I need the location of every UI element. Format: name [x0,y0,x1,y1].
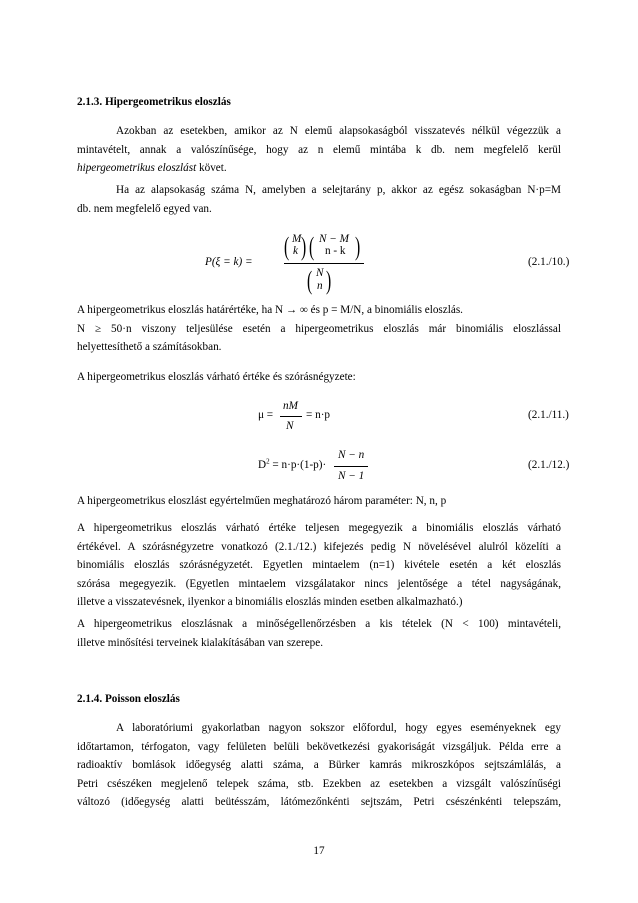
paragraph-comparison [77,519,561,612]
text-line: N ≥ 50·n viszony teljesülése esetén a hipergeometrikus eloszlás már binomiális eloszlással [77,322,561,335]
paren-left: ( [284,232,290,261]
paren-right: ) [326,266,332,295]
page-number: 17 [313,845,325,857]
text-line: időtartamon, térfogaton, vagy felületen belüli bekövetkezési gyakoriságát vizsgáljuk. Példa erre a [77,740,561,753]
eq12-sup: 2 [266,457,270,466]
paragraph-parameters [77,492,561,511]
text-line: Ha az alapsokaság száma N, amelyben a selejtarány p, akkor az egész sokaságban N·p=M [116,184,561,196]
paragraph-definition [77,122,561,178]
equation-number: (2.1./10.) [528,256,570,268]
equation-2-1-10 [0,228,638,298]
paren-left: ( [307,266,313,295]
paragraph-poisson [77,719,561,812]
text-line: A laboratóriumi gyakorlatban nagyon sokszor előfordul, hogy egyes eseményeknek egy [116,722,561,734]
eq10-n-bot: n [317,280,323,292]
text-line: Azokban az esetekben, amikor az N elemű alapsokaságból visszatevés nélkül végezzük a [116,125,561,137]
equation-2-1-12 [0,445,638,485]
eq12-num: N − n [338,449,365,461]
eq12-den: N − 1 [338,470,365,482]
section-heading-2-1-3: 2.1.3. Hipergeometrikus eloszlás [77,96,231,108]
text-line: helyettesíthető a számításokban. [77,341,222,354]
text-fragment: követ. [196,162,227,175]
paragraph-moments [77,368,561,387]
text-line: illetve a visszatevésnek, ilyenkor a binomiális eloszlás minden esetben alkalmazható.) [77,596,463,609]
equation-number: (2.1./12.) [528,459,570,471]
section-heading-2-1-4: 2.1.4. Poisson eloszlás [77,693,180,705]
paragraph-limit [77,301,561,357]
eq10-nk: n - k [325,245,346,257]
text-line: A hipergeometrikus eloszlás határértéke, ha N → ∞ és p = M/N, a binomiális eloszlás. [77,304,463,316]
equation-number: (2.1./11.) [528,409,569,421]
text-line: binomiális eloszlás szórásnégyzetét. Egyetlen mintaelem (n=1) kivétele esetén a két eloszlás [77,559,561,572]
eq10-k: k [293,245,298,257]
eq10-m: M [292,233,302,245]
eq12-lhs [258,456,326,475]
text-line: A hipergeometrikus eloszlás várható értéke és szórásnégyzete: [77,371,356,383]
eq11-lhs: μ = [258,409,274,421]
text-line: A hipergeometrikus eloszlásnak a minőségellenőrzésben a kis tételek (N < 100) mintavételi, [77,618,561,630]
eq11-num: nM [283,400,298,412]
italic-term: hipergeometrikus eloszlást [77,162,197,175]
paren-right: ) [301,232,307,261]
paragraph-quality-control [77,615,561,652]
text-line: illetve minősítési terveinek kialakításában van szerepe. [77,636,324,649]
text-line [77,159,561,178]
text-line: szórása megegyezik. (Egyetlen mintaelem vizsgálatakor nincs jelentősége a tétel nagyságának, [77,577,561,590]
paragraph-population [77,181,561,218]
text-line: A hipergeometrikus eloszlás várható értéke teljesen megegyezik a binomiális eloszlás várható [77,522,561,534]
paren-right: ) [355,232,361,261]
eq12-d: D [258,459,267,471]
text-line: radioaktív bomlások időegység alatti száma, a Bürker kamrás mikroszkópos sejtszámlálás, a [77,759,561,772]
text-line: A hipergeometrikus eloszlást egyértelműen meghatározó három paraméter: N, n, p [77,495,447,507]
text-line: Petri csészéken megjelenő telepek száma, stb. Ezekben az esetekben a vizsgált valószínűségi [77,777,561,790]
eq12-mid: = n·p·(1-p)· [269,459,327,471]
eq11-den: N [286,420,294,432]
text-line: változó (időegység alatti beütésszám, látómezőnkénti sejtszám, Petri csészénkénti telepszám, [77,796,561,809]
text-line: értékével. A szórásnégyzetre vonatkozó (2.1./12.) kifejezés pedig N növelésével alulról közelíti a [77,540,561,553]
fraction-bar [284,263,364,264]
text-line: db. nem megfelelő egyed van. [77,202,212,215]
paren-left: ( [309,232,315,261]
eq10-n-top: N [316,267,324,279]
eq10-nm: N − M [319,233,349,245]
eq10-lhs: P(ξ = k) = [205,256,253,268]
eq11-rhs: = n·p [306,409,331,421]
equation-2-1-11 [0,397,638,437]
text-line: mintavételt, annak a valószínűsége, hogy az n elemű mintába k db. nem megfelelő kerül [77,143,561,156]
